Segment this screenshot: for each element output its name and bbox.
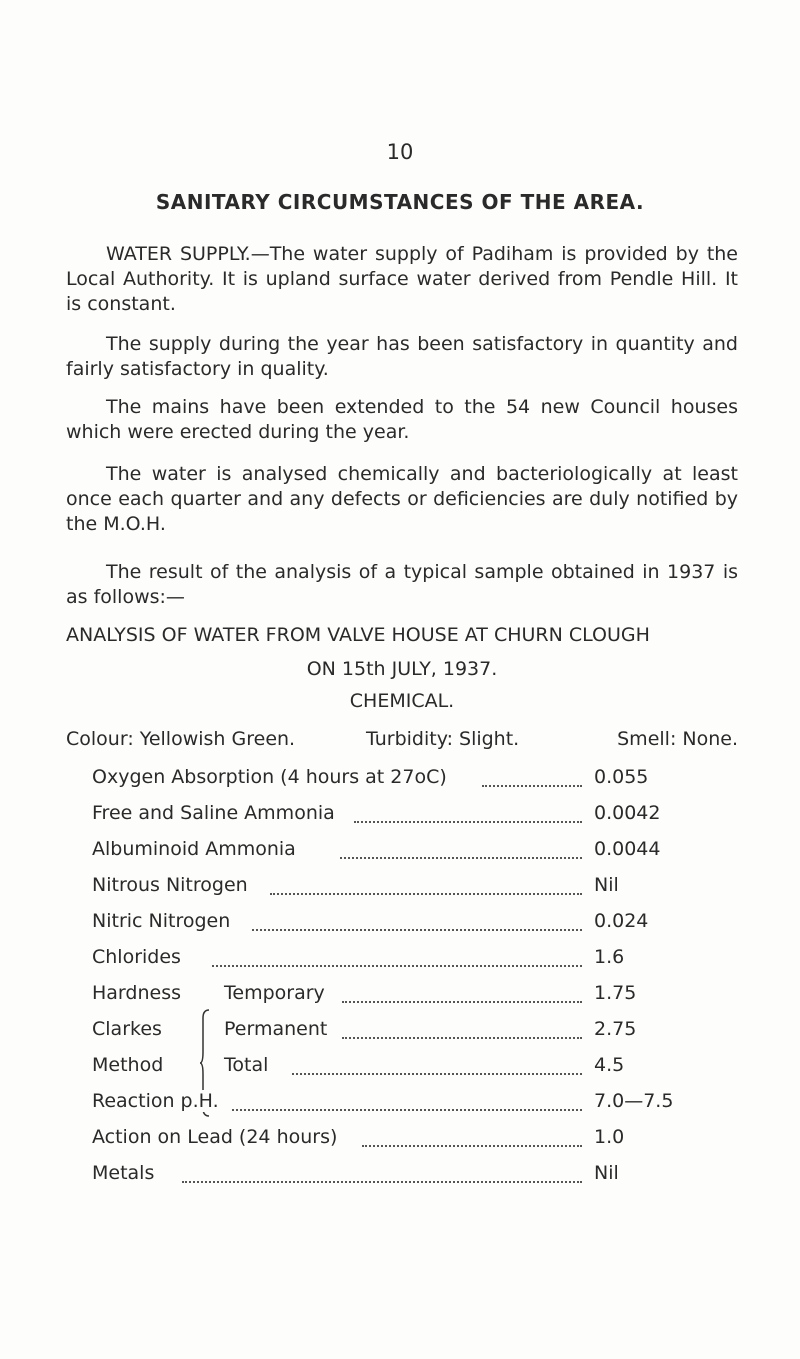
row-label: Action on Lead (24 hours) — [92, 1126, 343, 1148]
row-value: 2.75 — [594, 1018, 637, 1040]
hardness-label: Hardness — [92, 982, 181, 1004]
table-row — [92, 1090, 702, 1120]
table-row — [92, 946, 702, 976]
row-value: 0.0042 — [594, 802, 661, 824]
row-value: 1.0 — [594, 1126, 625, 1148]
row-label: Permanent — [224, 1018, 333, 1040]
row-label: Reaction p.H. — [92, 1090, 225, 1112]
row-value: 7.0—7.5 — [594, 1090, 674, 1112]
row-label: Total — [224, 1054, 274, 1076]
method-label: Method — [92, 1054, 164, 1076]
table-row — [92, 838, 702, 868]
turbidity-text: Turbidity: Slight. — [366, 728, 520, 750]
page-number: 10 — [386, 140, 414, 164]
row-label: Metals — [92, 1162, 160, 1184]
row-value: 0.0044 — [594, 838, 661, 860]
paragraph-water-supply: WATER SUPPLY.—The water supply of Padiham is provided by the Local Authority. It is upland surface water derived from Pendle Hill. It is constant. — [66, 243, 738, 315]
row-value: Nil — [594, 1162, 619, 1184]
table-row — [92, 1054, 702, 1084]
row-value: 1.6 — [594, 946, 625, 968]
row-label: Albuminoid Ammonia — [92, 838, 302, 860]
table-row — [92, 1126, 702, 1156]
row-label: Temporary — [224, 982, 331, 1004]
analysis-subheading: CHEMICAL. — [349, 690, 455, 712]
paragraph-result: The result of the analysis of a typical sample obtained in 1937 is as follows:— — [66, 561, 738, 608]
section-title: SANITARY CIRCUMSTANCES OF THE AREA. — [155, 190, 645, 214]
table-row — [92, 874, 702, 904]
table-row — [92, 1018, 702, 1048]
row-value: 4.5 — [594, 1054, 625, 1076]
row-label: Nitric Nitrogen — [92, 910, 236, 932]
row-value: Nil — [594, 874, 619, 896]
colour-text: Colour: Yellowish Green. — [66, 728, 296, 750]
table-row — [92, 982, 702, 1012]
paragraph-analysed: The water is analysed chemically and bacteriologically at least once each quarter and any defects or deficiencies are duly notified by the M.O.H. — [66, 463, 738, 535]
smell-text: Smell: None. — [617, 728, 738, 750]
row-value: 0.024 — [594, 910, 649, 932]
analysis-heading: ANALYSIS OF WATER FROM VALVE HOUSE AT CHURN CLOUGH — [66, 624, 650, 646]
analysis-date: ON 15th JULY, 1937. — [306, 658, 498, 680]
row-label: Nitrous Nitrogen — [92, 874, 254, 896]
table-row — [92, 766, 702, 796]
clarkes-label: Clarkes — [92, 1018, 162, 1040]
row-label: Oxygen Absorption (4 hours at 27oC) — [92, 766, 453, 788]
table-row — [92, 802, 702, 832]
paragraph-supply-quality: The supply during the year has been satisfactory in quantity and fairly satisfactory in quality. — [66, 333, 738, 380]
row-label: Chlorides — [92, 946, 187, 968]
table-row — [92, 910, 702, 940]
row-value: 0.055 — [594, 766, 649, 788]
row-value: 1.75 — [594, 982, 637, 1004]
row-label: Free and Saline Ammonia — [92, 802, 341, 824]
paragraph-mains-extended: The mains have been extended to the 54 new Council houses which were erected during the year. — [66, 396, 738, 443]
table-row — [92, 1162, 702, 1192]
